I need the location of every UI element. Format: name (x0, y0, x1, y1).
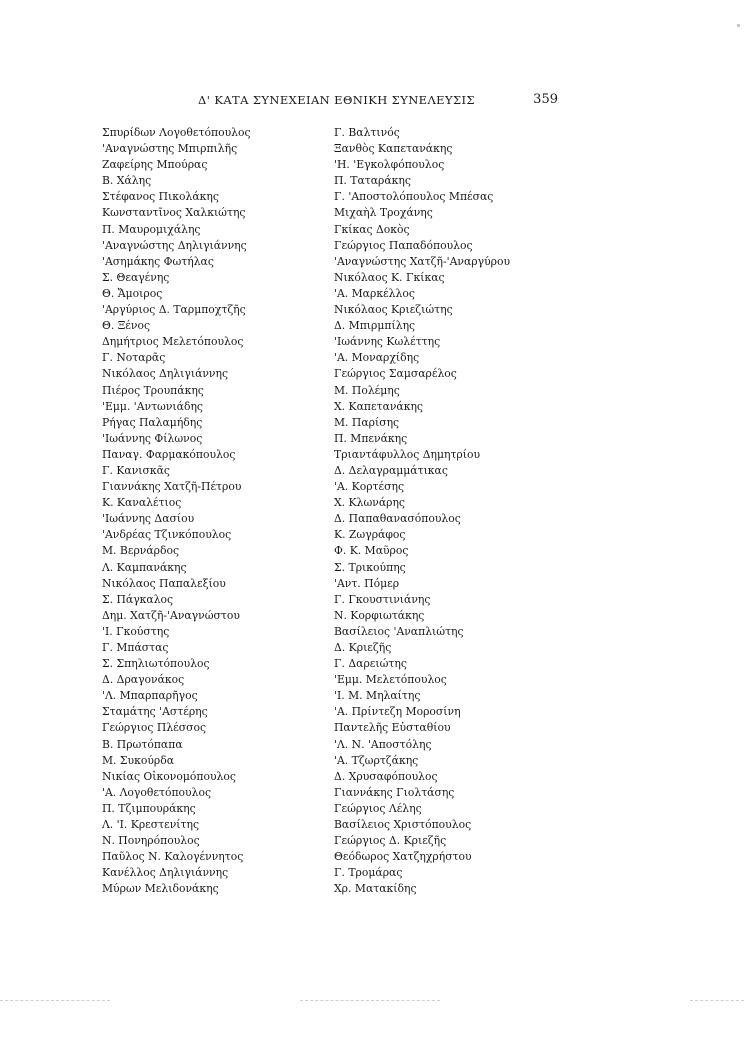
list-item: 'Ιωάννης Δασίου (102, 512, 195, 526)
running-title: Δ' ΚΑΤΑ ΣΥΝΕΧΕΙΑΝ ΕΘΝΙΚΗ ΣΥΝΕΛΕΥΣΙΣ (198, 93, 475, 107)
list-item: 'Αναγνώστης Μπιρπιλῆς (102, 142, 238, 156)
list-item: Π. Μπενάκης (334, 431, 408, 445)
list-item: Νικίας Οἰκονομόπουλος (102, 769, 236, 783)
list-item: 'Α. Μοναρχίδης (334, 351, 420, 365)
list-item: Γεώργιος Λέλης (334, 801, 422, 815)
list-item: Νικόλαος Κ. Γκίκας (334, 270, 445, 284)
list-item: Παῦλος Ν. Καλογέννητος (102, 850, 244, 864)
list-item: Μ. Παρίσης (334, 415, 400, 429)
list-item: Γκίκας Δοκὸς (334, 222, 410, 236)
list-item: Μύρων Μελιδονάκης (102, 882, 219, 896)
list-item: Π. Ταταράκης (334, 174, 411, 188)
list-item: Λ. 'Ι. Κρεστενίτης (102, 818, 199, 832)
list-item: Γιαννάκης Γιολτάσης (334, 785, 455, 799)
list-item: Μ. Πολέμης (334, 383, 400, 397)
list-item: Ν. Πονηρόπουλος (102, 834, 200, 848)
list-item: Γεώργιος Πλέσσος (102, 721, 207, 735)
running-header (190, 93, 560, 111)
list-item: 'Εμμ. 'Αντωνιάδης (102, 399, 203, 413)
list-item: 'Α. Κορτέσης (334, 480, 404, 494)
list-item: Β. Πρωτόπαπα (102, 737, 183, 751)
list-item: 'Ιωάννης Φίλωνος (102, 431, 203, 445)
list-item: 'Η. 'Εγκολφόπουλος (334, 158, 445, 172)
list-item: Σταμάτης 'Αστέρης (102, 705, 208, 719)
list-item: Γ. Τρομάρας (334, 866, 403, 880)
list-item: Ρήγας Παλαμήδης (102, 415, 203, 429)
list-item: 'Αργύριος Δ. Ταρμποχτζῆς (102, 303, 246, 317)
list-item: Δ. Παπαθανασόπουλος (334, 512, 461, 526)
list-item: Δ. Κριεζῆς (334, 641, 392, 654)
list-item: Σ. Θεαγένης (102, 270, 170, 284)
list-item: Θεόδωρος Χατζηχρήστου (334, 850, 472, 864)
list-item: Γ. Γκουστινιάνης (334, 592, 431, 606)
list-item: Παναγ. Φαρμακόπουλος (102, 447, 236, 461)
list-item: Βασίλειος Χριστόπουλος (334, 818, 472, 832)
list-item: Βασίλειος 'Αναπλιώτης (334, 624, 464, 638)
list-item: 'Αντ. Πόμερ (334, 576, 400, 590)
list-item: 'Α. Λογοθετόπουλος (102, 785, 211, 799)
list-item: Γ. Νοταρᾶς (102, 351, 166, 365)
list-item: 'Ασημάκης Φωτήλας (102, 254, 214, 268)
list-item: Χ. Καπετανάκης (334, 399, 423, 413)
page-number: 359 (533, 92, 558, 107)
list-item: Κωνσταντῖνος Χαλκιώτης (102, 206, 246, 220)
list-item: Μ. Συκούρδα (102, 753, 175, 767)
list-item: Χρ. Ματακίδης (334, 882, 417, 896)
list-item: Σπυρίδων Λογοθετόπουλος (102, 126, 251, 139)
signatories-left-column (102, 125, 322, 898)
list-item: Στέφανος Πικολάκης (102, 190, 219, 204)
list-item: Γ. 'Αποστολόπουλος Μπέσας (334, 190, 494, 204)
scan-edge-rule (690, 1000, 744, 1001)
list-item: Θ. Ξένος (102, 319, 151, 333)
list-item: Χ. Κλωνάρης (334, 496, 405, 510)
list-item: Π. Μαυρομιχάλης (102, 222, 201, 236)
list-item: Γιαννάκης Χατζῆ-Πέτρου (102, 480, 242, 494)
list-item: Μιχαὴλ Τροχάνης (334, 206, 433, 220)
list-item: 'Ιωάννης Κωλέττης (334, 335, 441, 349)
list-item: Π. Τζιμπουράκης (102, 801, 196, 815)
list-item: Γ. Μπάστας (102, 641, 169, 654)
list-item: Ξανθὸς Καπετανάκης (334, 142, 453, 156)
list-item: Γ. Κανισκᾶς (102, 463, 170, 477)
list-item: Μ. Βερνάρδος (102, 544, 180, 558)
list-item: Δ. Δραγονάκος (102, 673, 185, 687)
list-item: Κ. Καναλέτιος (102, 496, 182, 510)
list-item: Γ. Δαρειώτης (334, 657, 407, 671)
list-item: Σ. Σπηλιωτόπουλος (102, 657, 210, 671)
list-item: Νικόλαος Δηλιγιάννης (102, 367, 229, 381)
list-item: Γ. Βαλτινός (334, 126, 400, 139)
list-item: 'Ι. Μ. Μηλαίτης (334, 689, 421, 703)
list-item: Κ. Ζωγράφος (334, 528, 406, 542)
list-item: Δημ. Χατζῆ-'Αναγνώστου (102, 608, 240, 622)
list-item: Νικόλαος Παπαλεξίου (102, 576, 226, 590)
list-item: 'Αναγνώστης Χατζῆ-'Αναργύρου (334, 254, 511, 268)
list-item: Ν. Κορφιωτάκης (334, 608, 425, 622)
list-item: Κανέλλος Δηλιγιάννης (102, 866, 229, 880)
list-item: 'Α. Μαρκέλλος (334, 286, 415, 300)
list-item: 'Εμμ. Μελετόπουλος (334, 673, 447, 687)
list-item: 'Ι. Γκούστης (102, 624, 170, 638)
list-item: Ζαφείρης Μπούρας (102, 158, 208, 172)
list-item: Δ. Μπιρμπίλης (334, 319, 416, 333)
list-item: Δ. Δελαγραμμάτικας (334, 463, 448, 477)
signatories-right-column (334, 125, 574, 898)
list-item: 'Λ. Ν. 'Αποστόλης (334, 737, 432, 751)
list-item: Γεώργιος Σαμσαρέλος (334, 367, 457, 381)
list-item: Θ. Ἄμοιρος (102, 286, 163, 300)
list-item: 'Λ. Μπαρπαρῆγος (102, 689, 198, 703)
scan-edge-rule (300, 1000, 440, 1001)
scan-edge-rule (0, 1000, 110, 1001)
list-item: Β. Χάλης (102, 174, 152, 188)
list-item: Γεώργιος Παπαδόπουλος (334, 238, 473, 252)
list-item: 'Α. Πρίντεζη Μοροσίνη (334, 705, 461, 719)
list-item: Σ. Πάγκαλος (102, 592, 174, 606)
scan-mark (737, 24, 740, 27)
list-item: Λ. Καμπανάκης (102, 560, 187, 574)
list-item: Τριαντάφυλλος Δημητρίου (334, 447, 481, 461)
list-item: 'Ανδρέας Τζινκόπουλος (102, 528, 232, 542)
list-item: 'Αναγνώστης Δηλιγιάννης (102, 238, 247, 252)
list-item: Πιέρος Τρουπάκης (102, 383, 204, 397)
list-item: Παντελῆς Εὐσταθίου (334, 721, 451, 735)
list-item: Σ. Τρικούπης (334, 560, 406, 574)
list-item: Γεώργιος Δ. Κριεζῆς (334, 834, 447, 848)
list-item: Νικόλαος Κριεζιώτης (334, 303, 453, 317)
list-item: Δ. Χρυσαφόπουλος (334, 769, 438, 783)
list-item: Φ. Κ. Μαῦρος (334, 544, 409, 558)
list-item: Δημήτριος Μελετόπουλος (102, 335, 244, 349)
list-item: 'Α. Τζωρτζάκης (334, 753, 419, 767)
